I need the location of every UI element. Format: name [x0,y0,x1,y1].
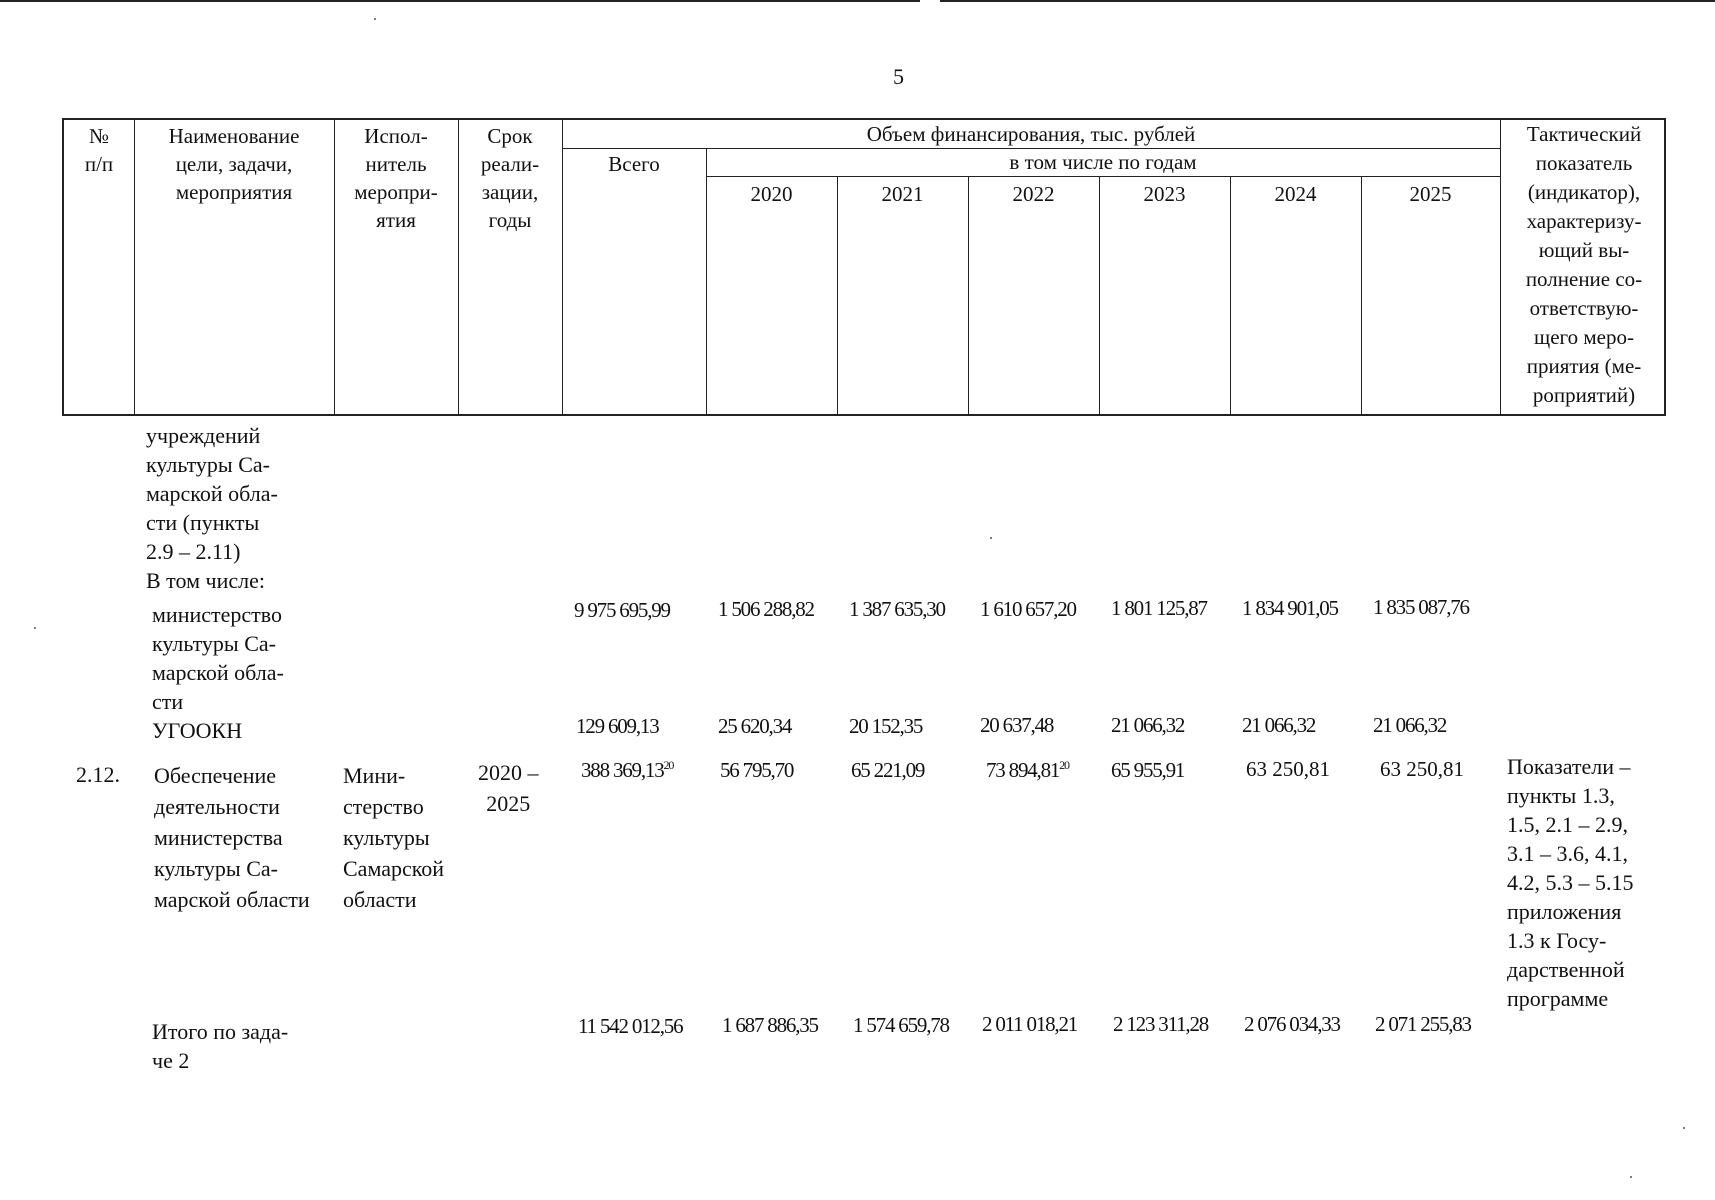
ministry-2022: 1 610 657,20 [980,597,1076,621]
header-executor: Испол- нитель меропри- ятия [354,124,438,232]
header-by-years: в том числе по годам [1009,150,1197,174]
row-212-total: 388 369,13$^{20}$ [581,758,674,782]
ministry-2020: 1 506 288,82 [718,597,814,621]
row-212-name: Обеспечение деятельности министерства культуры Са- марской области [154,763,310,912]
ugookn-2020: 25 620,34 [718,714,792,738]
ugookn-name: УГООКН [152,718,243,743]
total-task2-total: 11 542 012,56 [578,1014,683,1038]
footnote-ref: 20 [1059,758,1069,772]
continuation-text: учреждений культуры Са- марской обла- сти (пункты 2.9 – 2.11) В том числе: [146,423,278,593]
total-task2-2021: 1 574 659,78 [853,1013,949,1037]
header-num: № п/п [84,124,114,176]
total-task2-2023: 2 123 311,28 [1113,1012,1209,1036]
ministry-2025: 1 835 087,76 [1373,595,1469,619]
top-border-left [0,0,920,2]
row-212-term: 2020 – 2025 [478,760,539,816]
scan-speck [374,18,376,20]
scan-speck [1630,1176,1632,1178]
row-212-2025: 63 250,81 [1380,757,1464,781]
header-term: Срок реали- зации, годы [480,124,540,232]
scan-speck [1683,1127,1685,1129]
header-year-2022: 2022 [1012,182,1055,206]
ministry-2023: 1 801 125,87 [1111,596,1207,620]
total-task2-2022: 2 011 018,21 [982,1012,1078,1036]
ministry-2024: 1 834 901,05 [1242,596,1338,620]
scan-speck [34,627,36,629]
page-number: 5 [893,64,904,89]
table-header [62,118,1666,416]
ugookn-2023: 21 066,32 [1111,713,1185,737]
ugookn-2022: 20 637,48 [980,713,1054,737]
row-212-executor: Мини- стерство культуры Самарской области [343,763,445,912]
ugookn-2025: 21 066,32 [1373,713,1447,737]
header-name: Наименование цели, задачи, мероприятия [168,124,300,204]
row-212-indicator: Показатели – пункты 1.3, 1.5, 2.1 – 2.9, 3.1 – 3.6, 4.1, 4.2, 5.3 – 5.15 приложения 1.3 к Госу- дарственной программе [1507,754,1634,1011]
header-year-2020: 2020 [750,182,793,206]
ugookn-2024: 21 066,32 [1242,713,1316,737]
row-212-2024: 63 250,81 [1246,757,1330,781]
header-year-2024: 2024 [1274,182,1317,206]
ministry-2021: 1 387 635,30 [849,597,945,621]
ministry-name: министерство культуры Са- марской обла- сти [152,602,284,714]
top-border-right [940,0,1715,2]
total-task2-2025: 2 071 255,83 [1375,1012,1471,1036]
header-total: Всего [608,152,660,176]
total-task2-2024: 2 076 034,33 [1244,1012,1340,1036]
header-year-2023: 2023 [1143,182,1186,206]
total-task2-name: Итого по зада- че 2 [152,1019,289,1073]
header-year-2021: 2021 [881,182,924,206]
ugookn-total: 129 609,13 [576,714,659,738]
row-212-2023: 65 955,91 [1111,758,1185,782]
row-212-2022: 73 894,81$^{20}$ [986,758,1069,782]
row-212-2021: 65 221,09 [851,758,925,782]
total-task2-2020: 1 687 886,35 [722,1013,818,1037]
ugookn-2021: 20 152,35 [849,714,923,738]
row-212-2020: 56 795,70 [720,758,794,782]
header-funding-title: Объем финансирования, тыс. рублей [866,122,1196,146]
footnote-ref: 20 [663,758,674,772]
header-indicator: Тактический показатель (индикатор), характеризу- ющий вы- полнение со- ответствую- щего меро- приятия (ме- роприятий) [1525,122,1643,407]
ministry-total: 9 975 695,99 [574,598,670,622]
header-year-2025: 2025 [1409,182,1452,206]
row-212-number: 2.12. [76,762,120,787]
scan-speck [990,537,992,539]
